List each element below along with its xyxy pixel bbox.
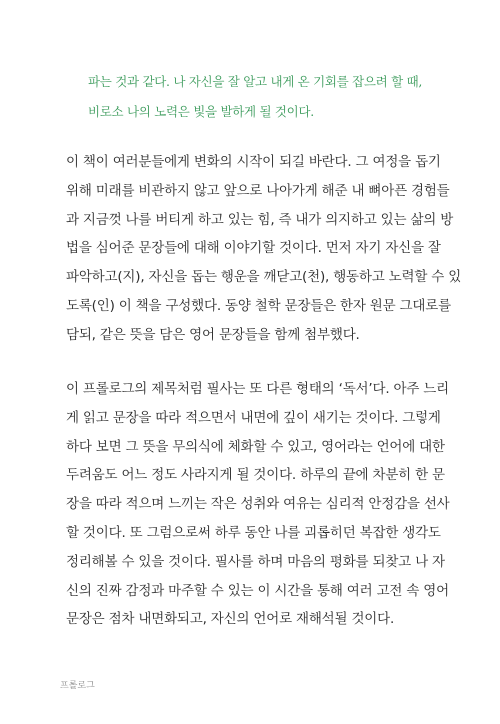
text-line: 이 프롤로그의 제목처럼 필사는 또 다른 형태의 ‘독서’다. 아주 느리 (66, 381, 449, 397)
text-line: 법을 심어준 문장들에 대해 이야기할 것이다. 먼저 자기 자신을 잘 (66, 240, 441, 257)
text-line: 위해 미래를 비관하지 않고 앞으로 나아가게 해준 내 뼈아픈 경험들 (66, 182, 450, 199)
body-paragraph (66, 375, 456, 634)
text-line: 담되, 같은 뜻을 담은 영어 문장들을 함께 첨부했다. (66, 326, 360, 343)
text-line: 할 것이다. 또 그럼으로써 하루 동안 나를 괴롭히던 복잡한 생각도 (66, 524, 441, 541)
running-footer-section-title: 프롤로그 (60, 681, 95, 691)
quote-line: 파는 것과 같다. 나 자신을 잘 알고 내게 온 기회를 잡으려 할 때, (88, 74, 423, 89)
text-line: 이 책이 여러분들에게 변화의 시작이 되길 바란다. 그 여정을 돕기 (66, 154, 441, 170)
text-line: 정리해볼 수 있을 것이다. 필사를 하며 마음의 평화를 되찾고 나 자 (66, 553, 445, 570)
text-line: 과 지금껏 나를 버티게 하고 있는 힘, 즉 내가 의지하고 있는 삶의 방 (66, 211, 454, 228)
text-line: 게 읽고 문장을 따라 적으면서 내면에 깊이 새기는 것이다. 그렇게 (66, 409, 441, 426)
body-paragraph (66, 148, 462, 350)
quote-line: 비로소 나의 노력은 빛을 발하게 될 것이다. (88, 104, 314, 119)
text-line: 도록(인) 이 책을 구성했다. 동양 철학 문장들은 한자 원문 그대로를 (66, 297, 451, 314)
text-line: 두려움도 어느 정도 사라지게 될 것이다. 하루의 끝에 차분히 한 문 (66, 467, 445, 484)
text-line: 신의 진짜 감정과 마주할 수 있는 이 시간을 통해 여러 고전 속 영어 (66, 582, 449, 599)
highlighted-quote (88, 67, 448, 127)
text-line: 장을 따라 적으며 느끼는 작은 성취와 여유는 심리적 안정감을 선사 (66, 496, 450, 513)
text-line: 문장은 점차 내면화되고, 자신의 언어로 재해석될 것이다. (66, 611, 395, 628)
text-line: 하다 보면 그 뜻을 무의식에 체화할 수 있고, 영어라는 언어에 대한 (66, 438, 445, 455)
text-line: 파악하고(지), 자신을 돕는 행운을 깨닫고(천), 행동하고 노력할 수 있 (66, 269, 462, 286)
